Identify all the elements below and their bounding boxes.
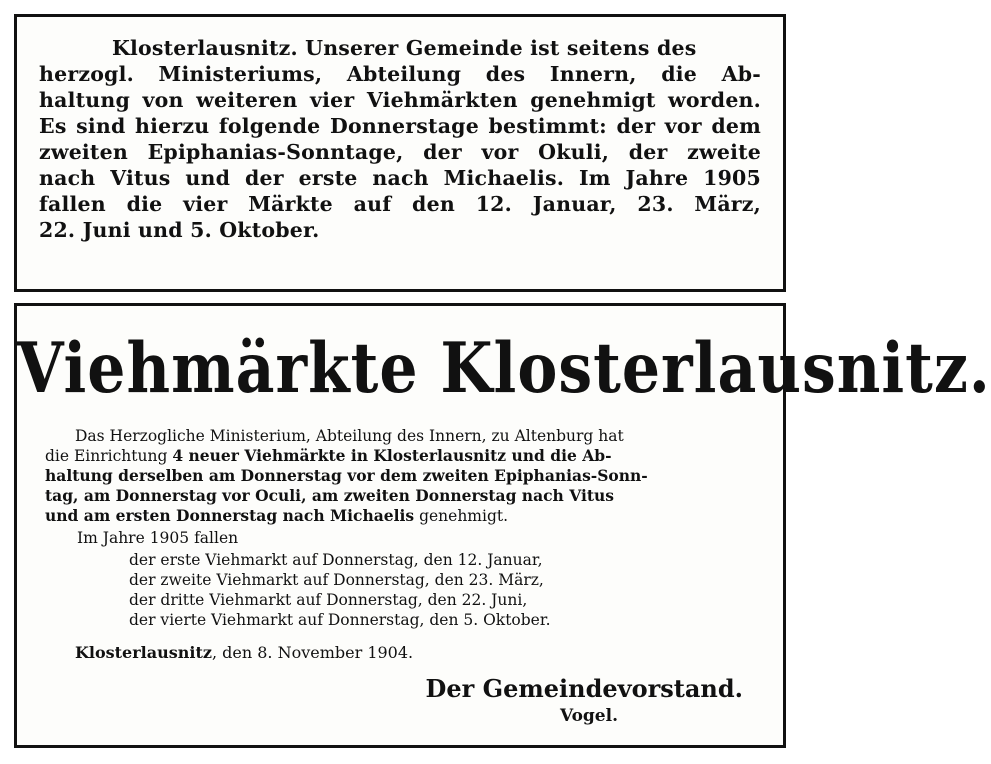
- body-line-4: tag, am Donnerstag vor Oculi, am zweiten Donnerstag nach Vitus: [45, 486, 615, 505]
- body-line-6: Im Jahre 1905 fallen: [77, 529, 239, 547]
- announcement-title: Viehmärkte Klosterlausnitz.: [17, 328, 991, 410]
- place-and-date: [75, 643, 413, 662]
- clipping1-line-8: 22. Juni und 5. Oktober.: [39, 218, 320, 242]
- body-line-5: [45, 506, 757, 526]
- clipping1-line-3: haltung von weiteren vier Viehmärkten genehmigt worden.: [39, 88, 761, 112]
- newspaper-clipping-1: [14, 14, 786, 292]
- date-line-3: der dritte Viehmarkt auf Donnerstag, den 22. Juni,: [129, 591, 528, 609]
- clipping1-line-7: fallen die vier Märkte auf den 12. Januar, 23. März,: [39, 192, 761, 216]
- body-line-5-bold: und am ersten Donnerstag nach Michaelis: [45, 506, 415, 525]
- signature-name: Vogel.: [559, 706, 618, 726]
- clipping1-line-6: nach Vitus und der erste nach Michaelis. Im Jahre 1905: [39, 166, 761, 190]
- date-line-2: der zweite Viehmarkt auf Donnerstag, den 23. März,: [129, 571, 544, 589]
- clipping1-line-5: zweiten Epiphanias-Sonntage, der vor Okuli, der zweite: [39, 140, 761, 164]
- date-line-1: der erste Viehmarkt auf Donnerstag, den 12. Januar,: [129, 551, 543, 569]
- body-line-2: [45, 446, 757, 466]
- date-line-4: der vierte Viehmarkt auf Donnerstag, den 5. Oktober.: [129, 611, 551, 629]
- body-line-1: Das Herzogliche Ministerium, Abteilung des Innern, zu Altenburg hat: [75, 427, 624, 445]
- place-name: Klosterlausnitz: [75, 643, 212, 662]
- newspaper-clipping-2: [14, 303, 991, 748]
- clipping1-line-4: Es sind hierzu folgende Donnerstage bestimmt: der vor dem: [39, 114, 761, 138]
- body-line-5-text: genehmigt.: [414, 507, 509, 525]
- signature-title: Der Gemeindevorstand.: [425, 674, 743, 703]
- clipping1-line-1: Klosterlausnitz. Unserer Gemeinde ist seitens des: [112, 36, 697, 60]
- clipping1-line-2: herzogl. Ministeriums, Abteilung des Innern, die Ab-: [39, 62, 761, 86]
- date-text: , den 8. November 1904.: [211, 643, 414, 662]
- body-line-3: haltung derselben am Donnerstag vor dem zweiten Epiphanias-Sonn-: [45, 466, 648, 485]
- body-line-2-text: die Einrichtung: [45, 447, 173, 465]
- body-line-2-bold: 4 neuer Viehmärkte in Klosterlausnitz und die Ab-: [172, 446, 612, 465]
